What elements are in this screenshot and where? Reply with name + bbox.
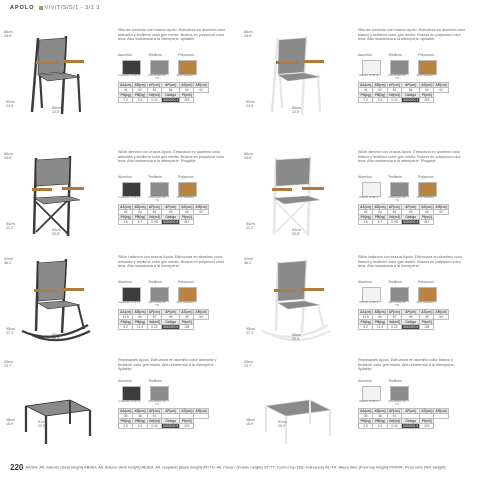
spec-header: PN(kg) — [119, 215, 133, 220]
spec-header: AB(cm) — [134, 205, 146, 209]
spec-header: AA(cm) — [360, 310, 372, 314]
spec-header: AR(cm) — [195, 310, 207, 314]
product-description: Reposapiés Apolo. Estructura en aluminio color antracita y textilene color gris medio. Alta resistencia a la intemperie. Apilable. — [118, 358, 217, 372]
finish-label: Polywood — [178, 280, 194, 284]
spec-cell: 158 — [420, 325, 434, 330]
spec-cell: 62 — [373, 88, 387, 93]
spec-header: PN(kg) — [359, 93, 373, 98]
spec-cell: 262 — [420, 98, 434, 103]
finish-label: Textilene — [388, 53, 403, 57]
spec-cell: 54 — [133, 210, 147, 215]
spec-header: AP(cm) — [162, 409, 180, 414]
finish-caption: Antracita CI-AN-1 — [118, 300, 140, 304]
spec-cell: 329 — [420, 424, 434, 429]
spec-header: AB(cm) — [374, 83, 386, 87]
spec-header: AR(cm) — [435, 83, 447, 87]
spec-cell: 63 — [387, 210, 401, 215]
spec-header: AP(cm) — [402, 83, 420, 88]
spec-cell: 2.6 — [359, 424, 373, 429]
finish-caption: Gris medio 13-TN — [387, 195, 407, 202]
spec-header: AA(cm) — [120, 83, 132, 87]
width-dimension: 62cm 24.4' — [246, 100, 255, 109]
depth-dimension: 65cm 25.5' — [52, 333, 61, 342]
height-dimension: 88cm 34.6' — [4, 152, 13, 161]
spec-row — [119, 325, 209, 330]
spec-header: Código — [402, 320, 420, 325]
spec-header: PN(kg) — [119, 93, 133, 98]
product-code: 3020000 4 — [403, 220, 419, 224]
spec-header: AA(cm) — [360, 83, 372, 87]
finish-caption: Antracita CI-AN-1 — [118, 195, 140, 199]
spec-header: AS(cm) — [181, 409, 193, 413]
spec-cell: 0.04 — [147, 424, 161, 429]
finish-label: Textilene — [148, 175, 163, 179]
spec-header: Vol(m3) — [388, 93, 401, 97]
spec-header: AS(cm) — [421, 205, 433, 209]
height-dimension: 92cm 36.2' — [4, 257, 13, 266]
finish-label: Polywood — [418, 280, 434, 284]
finish-label: Aluminio — [118, 379, 132, 383]
spec-header: Pt(m3) — [180, 419, 194, 424]
finish-label: Aluminio — [358, 280, 372, 284]
finish-caption: Gris medio 13-TN — [147, 73, 167, 80]
finish-label: Aluminio — [358, 175, 372, 179]
spec-header: PN(kg) — [359, 320, 373, 325]
spec-header: AR(cm) — [435, 310, 447, 314]
product-photo — [258, 150, 333, 238]
finish-label: Textilene — [388, 379, 403, 383]
finish-caption: Teca Sintético — [416, 195, 434, 199]
width-dimension: 54cm 21.2' — [6, 222, 15, 231]
spec-row — [359, 220, 449, 225]
finish-caption: Teca Sintético — [176, 73, 194, 77]
width-dimension: 54cm 21.2' — [246, 222, 255, 231]
spec-cell: 158 — [180, 325, 194, 330]
spec-cell: 3.4 — [133, 424, 147, 429]
spec-header: AF(cm) — [148, 205, 160, 209]
spec-cell: 92 — [387, 315, 401, 320]
spec-header: Vol(m3) — [148, 93, 161, 97]
finish-labels — [358, 379, 466, 383]
spec-header: AR(cm) — [435, 205, 447, 209]
spec-header: AR(cm) — [195, 83, 207, 87]
spec-header: Vol(m3) — [148, 419, 161, 423]
spec-cell: 11.4 — [373, 325, 387, 330]
product-code: 3020001 0 — [403, 424, 419, 428]
spec-cell: 52 — [434, 210, 448, 215]
spec-header: Vol(m3) — [148, 215, 161, 219]
spec-cell: 64 — [420, 88, 434, 93]
spec-header: PB(kg) — [133, 419, 147, 424]
finish-label: Polywood — [178, 175, 194, 179]
spec-header: PB(kg) — [373, 320, 387, 325]
spec-header: AS(cm) — [181, 205, 193, 209]
spec-cell: 0.08 — [147, 220, 161, 225]
spec-table — [118, 82, 209, 103]
spec-cell: 62 — [133, 88, 147, 93]
finish-caption: Blanco CI-BL-1 — [359, 300, 379, 304]
spec-cell: 65 — [133, 315, 147, 320]
spec-table — [118, 309, 209, 330]
spec-header: PB(kg) — [133, 93, 147, 98]
spec-cell: 7.0 — [359, 98, 373, 103]
spec-header: PB(kg) — [373, 93, 387, 98]
finish-labels — [118, 280, 226, 284]
finish-caption: Gris medio 13-TN — [387, 300, 407, 307]
spec-header: AB(cm) — [134, 83, 146, 87]
finish-label: Aluminio — [118, 53, 132, 57]
spec-header: AF(cm) — [388, 409, 400, 413]
spec-cell: 64 — [180, 88, 194, 93]
page-header — [10, 5, 100, 11]
spec-header: Pt(m3) — [420, 419, 434, 424]
product-code: 3020000 5 — [163, 325, 179, 329]
spec-cell: 54 — [434, 315, 448, 320]
spec-row — [119, 220, 209, 225]
spec-cell: 56 — [162, 88, 180, 93]
spec-cell: 0.11 — [147, 98, 161, 103]
finish-label: Polywood — [178, 53, 194, 57]
finish-label: Textilene — [148, 379, 163, 383]
spec-cell: 329 — [180, 424, 194, 429]
product-code: 3020000 9 — [163, 424, 179, 428]
depth-dimension: 51cm 20.0' — [278, 420, 287, 429]
product-description: Sillón director con brazos Apolo. Estructura en aluminio color antracita y textilene color gris medio. Brazos en polywood color teca. Alta resistencia a la intemperie. Plegable. — [118, 150, 225, 164]
spec-header: AP(cm) — [162, 83, 180, 88]
spec-header: AA(cm) — [120, 310, 132, 314]
spec-cell: 53 — [402, 210, 420, 215]
spec-cell: 4.6 — [359, 220, 373, 225]
spec-header: Pt(m3) — [420, 93, 434, 98]
spec-header: AS(cm) — [181, 310, 193, 314]
spec-header: Vol(m3) — [148, 320, 161, 324]
spec-header: AS(cm) — [421, 310, 433, 314]
spec-header: AR(cm) — [195, 409, 207, 413]
spec-cell: 11.4 — [133, 325, 147, 330]
product-code: 3020000 8 — [163, 220, 179, 224]
spec-header: AP(cm) — [402, 205, 420, 210]
depth-dimension: 51cm 20.0' — [38, 420, 47, 429]
spec-cell: 54 — [373, 210, 387, 215]
spec-cell: 9.0 — [133, 98, 147, 103]
spec-header: Código — [162, 419, 180, 424]
product-photo — [18, 28, 93, 116]
spec-cell: 62 — [147, 88, 161, 93]
finish-caption: Antracita CI-AN-1 — [118, 399, 140, 403]
finish-labels — [118, 175, 226, 179]
depth-dimension: 56cm 22.0' — [292, 106, 301, 115]
finish-label: Textilene — [388, 175, 403, 179]
product-code: 3020000 4 — [163, 98, 179, 102]
spec-header: AB(cm) — [134, 310, 146, 314]
spec-header: AR(cm) — [195, 205, 207, 209]
spec-cell — [434, 414, 448, 419]
product-description: Reposapiés Apolo. Estructura en aluminio color blanco y textilene color gris medio. Alta resistencia a la intemperie. Apilable. — [358, 358, 455, 372]
spec-cell: 46 — [180, 210, 194, 215]
spec-header: AS(cm) — [421, 83, 433, 87]
spec-header: Código — [162, 93, 180, 98]
finish-caption: Teca Sintético — [416, 300, 434, 304]
spec-header: PB(kg) — [133, 215, 147, 220]
spec-row — [359, 325, 449, 330]
spec-cell: 3.4 — [373, 424, 387, 429]
spec-header: AA(cm) — [360, 409, 372, 413]
spec-header: Código — [162, 215, 180, 220]
spec-header: Pt(m3) — [180, 320, 194, 325]
product-code: 3020000 6 — [403, 325, 419, 329]
spec-cell: 52 — [194, 210, 208, 215]
spec-table — [358, 82, 449, 103]
spec-header: PB(kg) — [373, 419, 387, 424]
spec-header: Código — [402, 419, 420, 424]
spec-header: AF(cm) — [388, 83, 400, 87]
spec-cell: 9.0 — [373, 98, 387, 103]
spec-header: AF(cm) — [388, 205, 400, 209]
spec-header: AR(cm) — [435, 409, 447, 413]
spec-header: AB(cm) — [134, 409, 146, 413]
spec-cell: 41.5 — [359, 315, 373, 320]
spec-header: Vol(m3) — [388, 215, 401, 219]
finish-caption: Gris medio 13-TN — [387, 73, 407, 80]
product-description: Sillón director con brazos Apolo. Estructura en aluminio color blanco y textilene color gris medio. Brazos en polywood color teca. Alta resistencia a la intemperie. Plegable. — [358, 150, 461, 164]
product-photo — [18, 150, 93, 238]
finish-label: Textilene — [388, 280, 403, 284]
spec-header: AP(cm) — [402, 310, 420, 315]
spec-cell: 92 — [147, 315, 161, 320]
spec-header: Vol(m3) — [388, 320, 401, 324]
spec-cell: 41.5 — [119, 315, 133, 320]
finish-caption: Teca Sintético — [176, 195, 194, 199]
finish-caption: Gris medio 13-TN — [387, 399, 407, 406]
spec-table — [358, 309, 449, 330]
spec-header: PN(kg) — [119, 419, 133, 424]
spec-header: AB(cm) — [374, 310, 386, 314]
finish-label: Aluminio — [118, 280, 132, 284]
spec-header: AA(cm) — [360, 205, 372, 209]
spec-cell: 0.08 — [387, 220, 401, 225]
spec-cell: 51 — [147, 414, 161, 419]
finish-label: Polywood — [418, 175, 434, 179]
product-code: 3020000 3 — [403, 98, 419, 102]
spec-cell: 51 — [387, 414, 401, 419]
spec-header: PN(kg) — [359, 215, 373, 220]
width-dimension: 48cm 18.9' — [246, 418, 255, 427]
finish-label: Aluminio — [118, 175, 132, 179]
spec-header: AF(cm) — [148, 409, 160, 413]
spec-cell: 63 — [147, 210, 161, 215]
spec-cell: 52 — [194, 88, 208, 93]
finish-labels — [118, 379, 226, 383]
product-photo — [18, 255, 93, 343]
spec-cell: 35 — [119, 414, 133, 419]
product-photo — [258, 255, 333, 343]
finish-labels — [358, 53, 466, 57]
spec-cell: 45 — [359, 88, 373, 93]
height-dimension: 35cm 13.7' — [244, 360, 253, 369]
spec-header: Pt(m3) — [420, 215, 434, 220]
product-photo — [258, 358, 333, 446]
spec-cell: 0.22 — [387, 325, 401, 330]
spec-cell: 62 — [387, 88, 401, 93]
height-dimension: 35cm 13.7' — [4, 360, 13, 369]
spec-cell: 312 — [420, 220, 434, 225]
spec-cell: 5.7 — [133, 220, 147, 225]
spec-header: AF(cm) — [148, 310, 160, 314]
product-description: Sillón balancín con brazos Apolo. Estructura en aluminio color antracita y textilene color gris medio. Brazos en polywood color teca. Alta resistencia a la intemperie. — [118, 255, 225, 269]
spec-cell: 0.22 — [147, 325, 161, 330]
spec-header: Vol(m3) — [388, 419, 401, 423]
page-number: 220 — [10, 463, 24, 472]
footer-legend: AA/SH: Alt. asiento (Seat height) AB/AH: Alt. Brazos (Arm height) AE/EH: Alt. respaldo (Back height) AT/TH: Alt. mesa / (Frame height) ST/TT: Corner top (Top Tolerance) AL/TH: Altura libre (Free top height) PN/NW: Peso neto (Net weight) — [25, 464, 446, 470]
spec-row — [119, 424, 209, 429]
spec-header: Pt(m3) — [180, 215, 194, 220]
spec-cell: 7.0 — [119, 98, 133, 103]
finish-label: Aluminio — [358, 379, 372, 383]
spec-row — [359, 98, 449, 103]
spec-table — [118, 408, 209, 429]
spec-cell: 262 — [180, 98, 194, 103]
spec-header: PN(kg) — [119, 320, 133, 325]
product-photo — [18, 358, 93, 446]
spec-table — [358, 204, 449, 225]
spec-cell: 4.6 — [119, 220, 133, 225]
spec-cell: 8.2 — [119, 325, 133, 330]
spec-row — [359, 424, 449, 429]
spec-cell: 5.7 — [373, 220, 387, 225]
product-photo — [258, 28, 333, 116]
depth-dimension: 53cm 20.8' — [292, 228, 301, 237]
finish-caption: Teca Sintético — [416, 73, 434, 77]
spec-cell: 46 — [119, 210, 133, 215]
finish-label: Textilene — [148, 280, 163, 284]
spec-cell: 48 — [133, 414, 147, 419]
finish-label: Polywood — [418, 53, 434, 57]
depth-dimension: 65cm 25.5' — [292, 333, 301, 342]
finish-label: Aluminio — [358, 53, 372, 57]
width-dimension: 95cm 37.4' — [246, 327, 255, 336]
spec-header: AB(cm) — [374, 409, 386, 413]
product-description: Silla de comedor con brazos Apolo. Estructura en aluminio color blanco y textilene color gris medio. Brazos en polywood color teca. Alta resistencia a la intemperie. Apilable. — [358, 28, 466, 42]
spec-cell: 35 — [359, 414, 373, 419]
spec-header: AA(cm) — [120, 409, 132, 413]
depth-dimension: 53cm 20.8' — [52, 228, 61, 237]
finish-caption: Antracita CI-AN-1 — [118, 73, 140, 77]
spec-cell: 2.6 — [119, 424, 133, 429]
spec-cell: 54 — [194, 315, 208, 320]
spec-cell: 45 — [180, 315, 194, 320]
brand-title: APOLO — [10, 5, 35, 11]
height-dimension: 92cm 36.2' — [244, 257, 253, 266]
spec-cell: 45 — [420, 315, 434, 320]
brand-square-icon — [39, 6, 43, 10]
depth-dimension: 56cm 22.0' — [52, 106, 61, 115]
spec-header: AB(cm) — [374, 205, 386, 209]
spec-cell: 0.04 — [387, 424, 401, 429]
finish-caption: Gris medio 13-TN — [147, 300, 167, 307]
spec-cell: 0.11 — [387, 98, 401, 103]
finish-caption: Gris medio 13-TN — [147, 195, 167, 202]
spec-cell: 8.2 — [359, 325, 373, 330]
spec-cell: 46 — [420, 210, 434, 215]
spec-header: Código — [162, 320, 180, 325]
spec-row — [119, 98, 209, 103]
finish-caption: Gris medio 13-TN — [147, 399, 167, 406]
finish-labels — [118, 53, 226, 57]
width-dimension: 48cm 18.9' — [6, 418, 15, 427]
height-dimension: 88cm 34.6' — [244, 30, 253, 39]
finish-caption: Blanco CI-BL-1 — [359, 195, 379, 199]
spec-cell — [194, 414, 208, 419]
spec-header: PN(kg) — [359, 419, 373, 424]
spec-header: AP(cm) — [402, 409, 420, 414]
spec-header: PB(kg) — [133, 320, 147, 325]
spec-header: AS(cm) — [181, 83, 193, 87]
finish-caption: Blanco CI-BL-1 — [359, 73, 379, 77]
spec-header: Código — [402, 215, 420, 220]
spec-header: PB(kg) — [373, 215, 387, 220]
finish-label: Textilene — [148, 53, 163, 57]
spec-header: AF(cm) — [148, 83, 160, 87]
spec-header: AF(cm) — [388, 310, 400, 314]
product-description: Sillón balancín con brazos Apolo. Estructura en aluminio color blanco y textilene color gris medio. Brazos en polywood color teca. Alta resistencia a la intemperie. — [358, 255, 463, 269]
page-footer — [10, 463, 446, 472]
finish-caption: Teca Sintético — [176, 300, 194, 304]
width-dimension: 95cm 37.4' — [6, 327, 15, 336]
height-dimension: 88cm 34.6' — [4, 30, 13, 39]
spec-header: Pt(m3) — [420, 320, 434, 325]
spec-cell: 53 — [162, 210, 180, 215]
spec-table — [118, 204, 209, 225]
product-description: Silla de comedor con brazos Apolo. Estructura en aluminio color antracita y textilene color gris medio. Brazos en polywood color teca. Alta resistencia a la intemperie. Apilable. — [118, 28, 226, 42]
spec-cell: 46 — [359, 210, 373, 215]
spec-header: AS(cm) — [421, 409, 433, 413]
finish-caption: Blanco CI-BL-1 — [359, 399, 379, 403]
height-dimension: 88cm 34.6' — [244, 152, 253, 161]
finish-labels — [358, 175, 466, 179]
spec-cell: 52 — [434, 88, 448, 93]
spec-cell: 95 — [402, 315, 420, 320]
spec-header: Código — [402, 93, 420, 98]
finish-labels — [358, 280, 466, 284]
spec-cell: 45 — [119, 88, 133, 93]
width-dimension: 62cm 24.4' — [6, 100, 15, 109]
spec-cell: 56 — [402, 88, 420, 93]
spec-cell: 95 — [162, 315, 180, 320]
spec-cell: 48 — [373, 414, 387, 419]
spec-cell: 65 — [373, 315, 387, 320]
spec-header: AP(cm) — [162, 310, 180, 315]
spec-header: Pt(m3) — [180, 93, 194, 98]
spec-table — [358, 408, 449, 429]
spec-header: AA(cm) — [120, 205, 132, 209]
collection-code: V/V/T/S/S/1 - 3/1 3 — [44, 5, 100, 11]
spec-header: AP(cm) — [162, 205, 180, 210]
spec-cell: 312 — [180, 220, 194, 225]
